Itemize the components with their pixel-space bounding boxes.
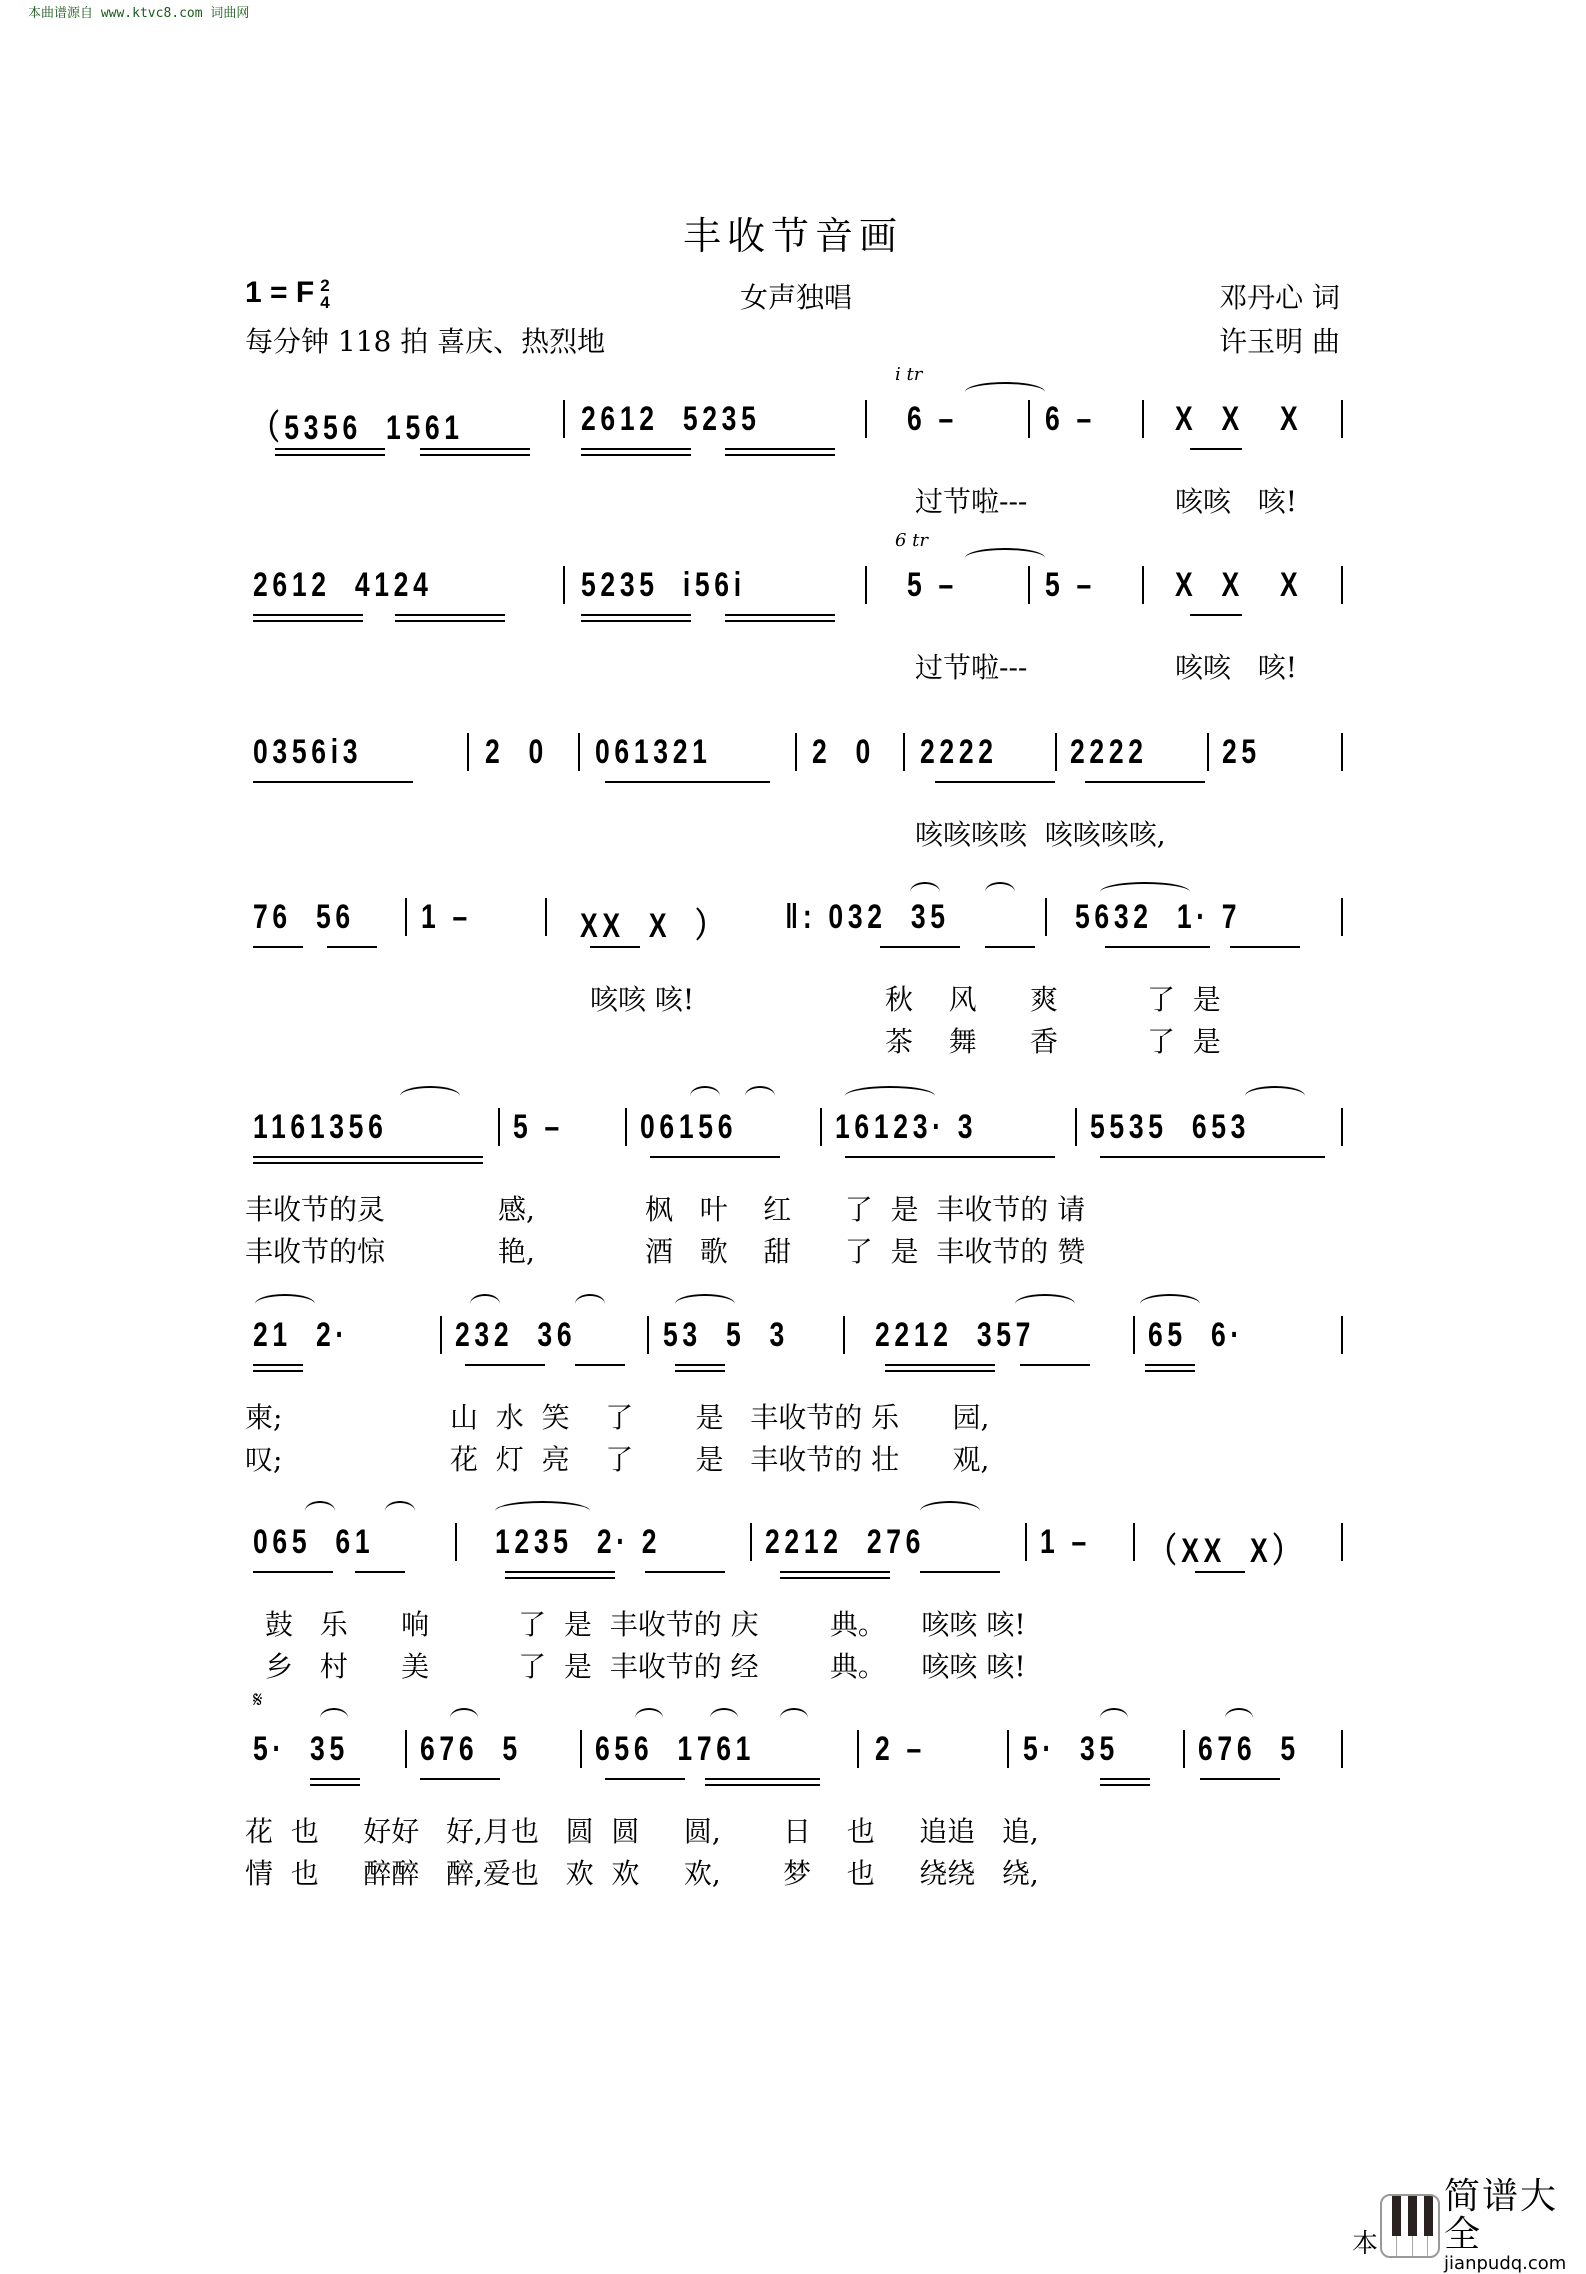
measure: 2612 5235	[581, 400, 761, 438]
measure: 1 –	[421, 898, 472, 936]
page-marker: 本	[1352, 2228, 1379, 2259]
lyric-line: 咳咳 咳!	[590, 983, 695, 1016]
music-system-2	[245, 530, 1342, 696]
tie	[1225, 1708, 1253, 1718]
measure: 5· 35	[253, 1730, 349, 1768]
tie	[710, 1708, 738, 1718]
measure: X X X	[1175, 566, 1303, 604]
measure: 25	[1222, 733, 1261, 771]
trill-ornament: i tr	[895, 364, 923, 385]
segno-sign: 𝄋	[253, 1688, 263, 1713]
measure: 2212 276	[765, 1523, 926, 1561]
measure: （XX X）	[1150, 1532, 1304, 1570]
measure: 06156	[640, 1108, 738, 1146]
tie	[495, 1501, 590, 1511]
measure: XX X ）	[580, 907, 727, 945]
lyric-line: 丰收节的惊	[245, 1235, 386, 1268]
measure: 0356i3	[253, 733, 363, 771]
music-system-5	[245, 1108, 1342, 1288]
music-system-8	[245, 1688, 1342, 1910]
measure: 5632 1· 7	[1075, 898, 1242, 936]
tempo-marking: 每分钟 118 拍 喜庆、热烈地	[245, 325, 606, 358]
measure: ‖: 032 35	[785, 898, 950, 936]
tie	[1245, 1086, 1305, 1096]
music-system-4	[245, 898, 1342, 1078]
performance-type: 女声独唱	[740, 281, 853, 314]
tie	[385, 1501, 415, 1511]
measure: X X X	[1175, 400, 1303, 438]
tie	[965, 382, 1045, 392]
lyric-line: 枫 叶 红 了 是 丰收节的 请	[645, 1193, 1086, 1226]
measure: 5 –	[1045, 566, 1096, 604]
measure: 1235 2· 2	[495, 1523, 662, 1561]
key-label: 1 = F	[245, 276, 315, 309]
tie	[470, 1294, 500, 1304]
measure: 065 61	[253, 1523, 375, 1561]
trill-ornament: 6 tr	[895, 530, 929, 551]
tie	[745, 1086, 775, 1096]
measure: 2212 357	[875, 1316, 1036, 1354]
tie	[1100, 882, 1190, 892]
measure: 16123· 3	[835, 1108, 978, 1146]
piano-keys-icon	[1380, 2194, 1440, 2258]
lyric-line: 酒 歌 甜 了 是 丰收节的 赞	[645, 1235, 1086, 1268]
lyric-line: 山 水 笑 了 是 丰收节的 乐 园,	[450, 1401, 990, 1434]
lyric-line: 鼓 乐 响 了 是 丰收节的 庆 典。 咳咳 咳!	[265, 1608, 1026, 1641]
measure: 2 0	[485, 733, 548, 771]
lyric-line: 丰收节的灵	[245, 1193, 386, 1226]
lyric-line: 乡 村 美 了 是 丰收节的 经 典。 咳咳 咳!	[265, 1650, 1026, 1683]
measure: 1161356	[253, 1108, 388, 1146]
measure: 65 6·	[1148, 1316, 1244, 1354]
measure: 6 –	[1045, 400, 1096, 438]
measure: 232 36	[455, 1316, 577, 1354]
tie	[400, 1086, 460, 1096]
measure: 2 –	[875, 1730, 926, 1768]
measure: 2222	[920, 733, 998, 771]
lyric-line: 咳咳 咳!	[1175, 485, 1297, 518]
measure: 53 5 3	[663, 1316, 789, 1354]
tie	[910, 882, 940, 892]
measure: 061321	[595, 733, 712, 771]
lyric-line: 情 也 醉醉 醉,爱也 欢 欢 欢, 梦 也 绕绕 绕,	[245, 1857, 1039, 1890]
logo-title: 简谱大全	[1444, 2176, 1559, 2255]
music-system-6	[245, 1316, 1342, 1496]
music-system-3	[245, 733, 1342, 863]
measure: 656 1761	[595, 1730, 756, 1768]
measure: 5235 i56i	[581, 566, 746, 604]
lyric-line: 过节啦---	[915, 485, 1028, 518]
tie	[1140, 1294, 1200, 1304]
lyricist-credit: 邓丹心 词	[1219, 281, 1340, 314]
time-signature: 2 4	[320, 276, 330, 313]
lyric-line: 咳咳咳咳 咳咳咳咳,	[915, 818, 1166, 851]
measure: 676 5	[420, 1730, 522, 1768]
song-title: 丰收节音画	[682, 214, 903, 258]
measure: （5356 1561	[253, 409, 464, 447]
tie	[1100, 1708, 1128, 1718]
lyric-line: 过节啦---	[915, 651, 1028, 684]
lyric-line: 花 也 好好 好,月也 圆 圆 圆, 日 也 追追 追,	[245, 1815, 1039, 1848]
measure: 5· 35	[1023, 1730, 1119, 1768]
music-system-7	[245, 1523, 1342, 1703]
tie	[920, 1501, 980, 1511]
lyric-line: 柬;	[245, 1401, 283, 1434]
measure: 76 56	[253, 898, 355, 936]
measure: 5 –	[907, 566, 958, 604]
tie	[575, 1294, 605, 1304]
measure: 6 –	[907, 400, 958, 438]
measure: 5535 653	[1090, 1108, 1251, 1146]
measure: 21 2·	[253, 1316, 349, 1354]
tie	[1015, 1294, 1075, 1304]
tie	[305, 1501, 335, 1511]
tie	[845, 1086, 935, 1096]
lyric-line: 秋 风 爽 了 是	[885, 983, 1221, 1016]
measure: 676 5	[1198, 1730, 1300, 1768]
logo-url: jianpudq.com	[1444, 2253, 1567, 2274]
source-watermark: 本曲谱源自 www.ktvc8.com 词曲网	[28, 6, 250, 21]
key-signature	[245, 276, 330, 311]
measure: 2 0	[812, 733, 875, 771]
lyric-line: 叹;	[245, 1443, 283, 1476]
tie	[675, 1294, 735, 1304]
tie	[255, 1294, 315, 1304]
lyric-line: 花 灯 亮 了 是 丰收节的 壮 观,	[450, 1443, 990, 1476]
composer-credit: 许玉明 曲	[1219, 325, 1340, 358]
measure: 5 –	[513, 1108, 564, 1146]
tie	[635, 1708, 663, 1718]
tie	[780, 1708, 808, 1718]
tie	[985, 882, 1015, 892]
lyric-line: 艳,	[498, 1235, 535, 1268]
measure: 2612 4124	[253, 566, 433, 604]
lyric-line: 茶 舞 香 了 是	[885, 1025, 1221, 1058]
lyric-line: 咳咳 咳!	[1175, 651, 1297, 684]
tie	[965, 548, 1045, 558]
tie	[450, 1708, 478, 1718]
music-system-1	[245, 364, 1342, 530]
measure: 1 –	[1040, 1523, 1091, 1561]
measure: 2222	[1070, 733, 1148, 771]
tie	[320, 1708, 348, 1718]
jianpudq-logo[interactable]	[1352, 2178, 1586, 2274]
lyric-line: 感,	[498, 1193, 535, 1226]
tie	[690, 1086, 720, 1096]
